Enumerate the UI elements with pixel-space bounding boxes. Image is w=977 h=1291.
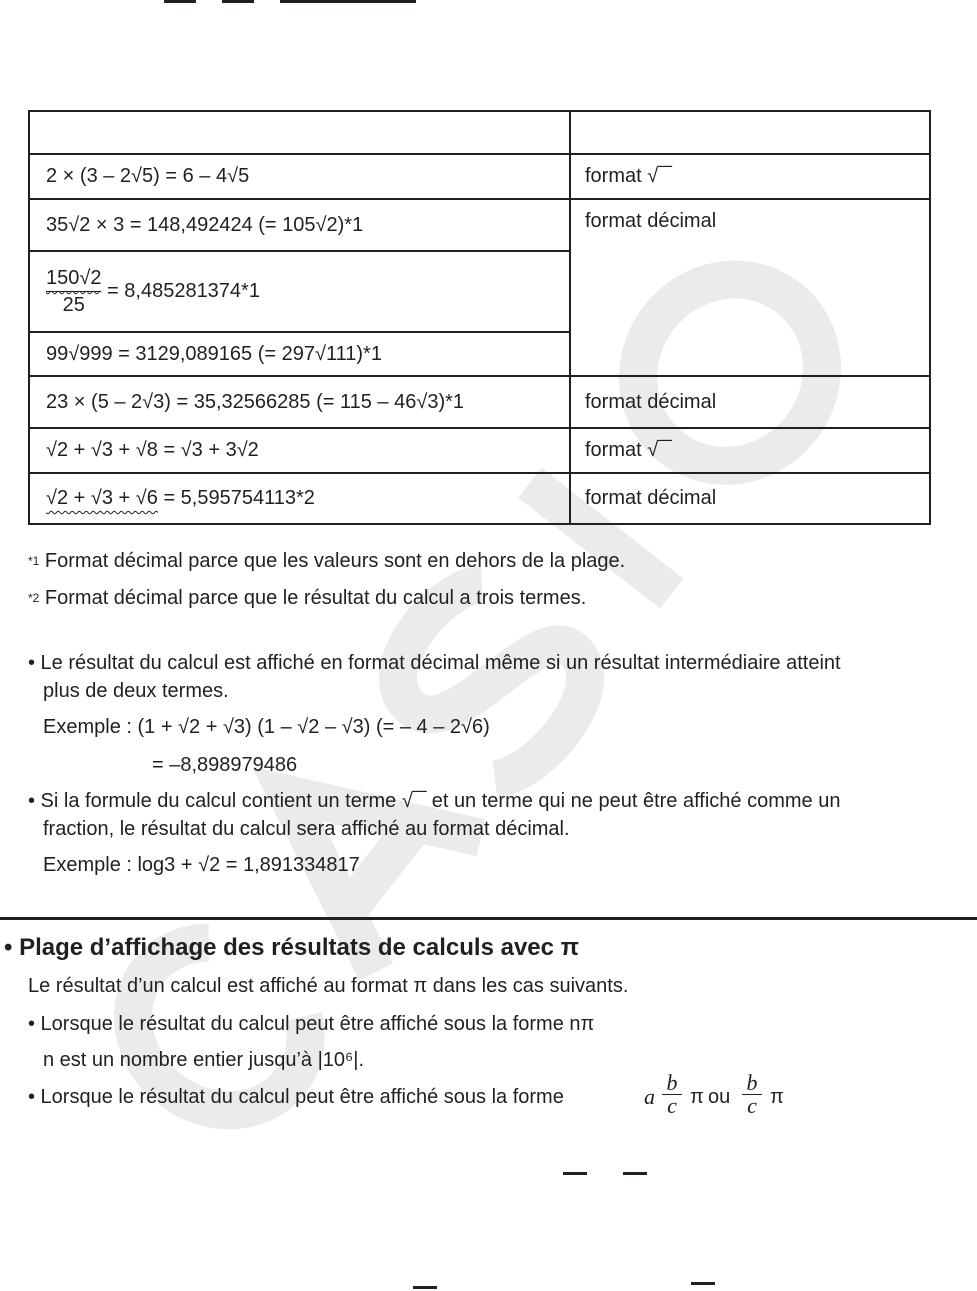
section-title: • Plage d’affichage des résultats de calculs avec π <box>4 934 580 961</box>
denominator: 25 <box>62 294 85 316</box>
calc-cell <box>29 473 570 524</box>
table-header-row <box>29 111 930 154</box>
example-2: Exemple : log3 + √2 = 1,891334817 <box>43 854 360 876</box>
fraction-bar <box>623 1172 647 1175</box>
footnote-mark: *1 <box>28 554 40 568</box>
denominator: c <box>747 1093 757 1118</box>
pi-bullet-2: • Lorsque le résultat du calcul peut être affiché sous la forme <box>28 1086 564 1108</box>
format-cell: format décimal <box>570 376 930 428</box>
or-label: ou <box>708 1086 731 1108</box>
result: = 8,485281374*1 <box>107 279 260 302</box>
table-row <box>29 199 930 251</box>
note-bullet-2-cont: fraction, le résultat du calcul sera affiché au format décimal. <box>43 818 570 840</box>
table-row <box>29 473 930 524</box>
expression: √2 + √3 + √6 <box>46 487 158 509</box>
fraction-b-over-c <box>742 1072 762 1117</box>
pi-symbol: π <box>770 1086 784 1108</box>
pi-bullet-1-sub: n est un nombre entier jusqu’à |10⁶|. <box>43 1049 365 1071</box>
table-row <box>29 428 930 473</box>
format-cell: format décimal <box>570 199 930 376</box>
pi-bullet-1: • Lorsque le résultat du calcul peut être affiché sous la forme nπ <box>28 1013 595 1035</box>
header-cell <box>29 111 570 154</box>
note-bullet-1: • Le résultat du calcul est affiché en format décimal même si un résultat intermédiaire atteint <box>28 652 841 674</box>
fraction <box>46 265 101 318</box>
sqrt-format-table <box>28 110 931 525</box>
calc-cell: 99√999 = 3129,089165 (= 297√111)*1 <box>29 332 570 376</box>
header-cell <box>570 111 930 154</box>
footnote-1 <box>28 549 625 573</box>
calc-cell: 35√2 × 3 = 148,492424 (= 105√2)*1 <box>29 199 570 251</box>
fraction-bar <box>222 0 254 3</box>
format-cell: format √‾‾ <box>570 154 930 199</box>
example-1: Exemple : (1 + √2 + √3) (1 – √2 – √3) (= – 4 – 2√6) <box>43 716 490 738</box>
format-cell: format √‾‾ <box>570 428 930 473</box>
pi-symbol: π <box>690 1086 704 1108</box>
section-divider <box>0 917 977 920</box>
calc-cell: 2 × (3 – 2√5) = 6 – 4√5 <box>29 154 570 199</box>
footnote-text: Format décimal parce que les valeurs sont en dehors de la plage. <box>44 550 626 572</box>
calc-cell: √2 + √3 + √8 = √3 + 3√2 <box>29 428 570 473</box>
section-intro: Le résultat d’un calcul est affiché au format π dans les cas suivants. <box>28 975 629 997</box>
table-row <box>29 376 930 428</box>
fraction-bar <box>563 1172 587 1175</box>
denominator: c <box>667 1093 677 1118</box>
fraction-bar <box>164 0 196 3</box>
calc-cell: 23 × (5 – 2√3) = 35,32566285 (= 115 – 46√3)*1 <box>29 376 570 428</box>
table-row <box>29 154 930 199</box>
coef-a: a <box>644 1084 655 1109</box>
fraction-bar <box>691 1282 715 1285</box>
calc-cell <box>29 251 570 332</box>
fraction-bar <box>280 0 416 3</box>
example-1-result: = –8,898979486 <box>152 754 298 776</box>
numerator: b <box>662 1072 682 1095</box>
format-cell: format décimal <box>570 473 930 524</box>
fraction-bar <box>413 1286 437 1289</box>
fraction-b-over-c <box>662 1072 682 1117</box>
footnote-text: Format décimal parce que le résultat du calcul a trois termes. <box>44 587 587 609</box>
result: = 5,595754113*2 <box>157 487 315 509</box>
footnote-mark: *2 <box>28 591 40 605</box>
note-bullet-1-cont: plus de deux termes. <box>43 680 229 702</box>
footnote-2 <box>28 586 586 610</box>
numerator: b <box>742 1072 762 1095</box>
note-bullet-2: • Si la formule du calcul contient un terme √‾‾ et un terme qui ne peut être affiché comme un <box>28 790 841 812</box>
numerator: 150√2 <box>46 265 101 292</box>
